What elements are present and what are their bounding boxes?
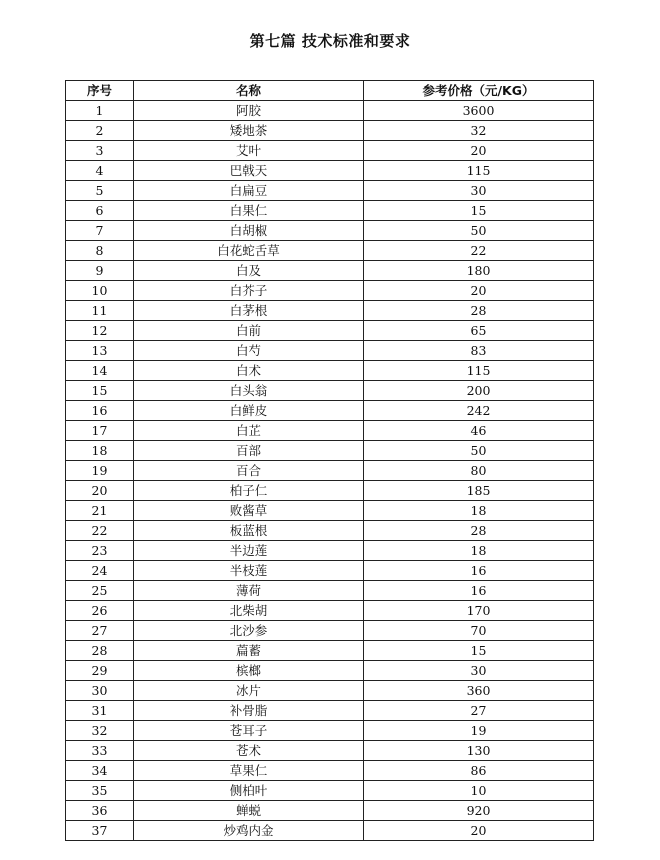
cell-price: 80 [364, 461, 594, 481]
cell-price: 22 [364, 241, 594, 261]
cell-price: 50 [364, 441, 594, 461]
cell-name: 艾叶 [134, 141, 364, 161]
cell-price: 16 [364, 581, 594, 601]
cell-no: 2 [66, 121, 134, 141]
cell-price: 46 [364, 421, 594, 441]
cell-price: 27 [364, 701, 594, 721]
cell-name: 白果仁 [134, 201, 364, 221]
cell-name: 侧柏叶 [134, 781, 364, 801]
cell-name: 白扁豆 [134, 181, 364, 201]
cell-price: 16 [364, 561, 594, 581]
cell-name: 败酱草 [134, 501, 364, 521]
table-row [66, 341, 594, 361]
cell-no: 13 [66, 341, 134, 361]
cell-name: 板蓝根 [134, 521, 364, 541]
cell-price: 200 [364, 381, 594, 401]
cell-price: 10 [364, 781, 594, 801]
cell-no: 36 [66, 801, 134, 821]
table-row [66, 461, 594, 481]
table-row [66, 681, 594, 701]
cell-name: 矮地茶 [134, 121, 364, 141]
cell-price: 83 [364, 341, 594, 361]
table-row [66, 581, 594, 601]
table-row [66, 401, 594, 421]
table-row [66, 301, 594, 321]
table-row [66, 741, 594, 761]
cell-no: 32 [66, 721, 134, 741]
cell-price: 185 [364, 481, 594, 501]
cell-price: 242 [364, 401, 594, 421]
cell-price: 70 [364, 621, 594, 641]
table-row [66, 441, 594, 461]
cell-no: 24 [66, 561, 134, 581]
cell-price: 920 [364, 801, 594, 821]
cell-price: 28 [364, 521, 594, 541]
cell-name: 炒鸡内金 [134, 821, 364, 841]
cell-no: 31 [66, 701, 134, 721]
cell-no: 1 [66, 101, 134, 121]
table-row [66, 481, 594, 501]
cell-no: 4 [66, 161, 134, 181]
table-row [66, 561, 594, 581]
cell-name: 草果仁 [134, 761, 364, 781]
table-row [66, 121, 594, 141]
header-no: 序号 [66, 81, 134, 101]
cell-price: 15 [364, 641, 594, 661]
table-row [66, 261, 594, 281]
cell-price: 30 [364, 181, 594, 201]
cell-name: 白及 [134, 261, 364, 281]
page-title: 第七篇 技术标准和要求 [249, 32, 411, 50]
table-row [66, 661, 594, 681]
table-row [66, 521, 594, 541]
cell-no: 27 [66, 621, 134, 641]
cell-no: 22 [66, 521, 134, 541]
cell-name: 萹蓄 [134, 641, 364, 661]
cell-price: 115 [364, 161, 594, 181]
table-row [66, 501, 594, 521]
cell-price: 20 [364, 281, 594, 301]
cell-no: 6 [66, 201, 134, 221]
cell-name: 百部 [134, 441, 364, 461]
cell-name: 百合 [134, 461, 364, 481]
cell-name: 白鲜皮 [134, 401, 364, 421]
cell-price: 86 [364, 761, 594, 781]
cell-no: 18 [66, 441, 134, 461]
cell-no: 12 [66, 321, 134, 341]
cell-no: 7 [66, 221, 134, 241]
table-row [66, 281, 594, 301]
table-row [66, 241, 594, 261]
cell-no: 29 [66, 661, 134, 681]
cell-name: 白茅根 [134, 301, 364, 321]
cell-name: 补骨脂 [134, 701, 364, 721]
cell-name: 柏子仁 [134, 481, 364, 501]
cell-price: 3600 [364, 101, 594, 121]
cell-no: 20 [66, 481, 134, 501]
cell-name: 北柴胡 [134, 601, 364, 621]
cell-price: 30 [364, 661, 594, 681]
cell-no: 5 [66, 181, 134, 201]
table-row [66, 321, 594, 341]
table-row [66, 701, 594, 721]
cell-name: 白胡椒 [134, 221, 364, 241]
cell-name: 苍耳子 [134, 721, 364, 741]
cell-name: 半边莲 [134, 541, 364, 561]
table-header [66, 81, 594, 101]
table-row [66, 381, 594, 401]
cell-price: 28 [364, 301, 594, 321]
cell-price: 15 [364, 201, 594, 221]
cell-no: 8 [66, 241, 134, 261]
cell-no: 23 [66, 541, 134, 561]
cell-name: 蝉蜕 [134, 801, 364, 821]
cell-name: 半枝莲 [134, 561, 364, 581]
cell-price: 65 [364, 321, 594, 341]
cell-name: 槟榔 [134, 661, 364, 681]
table-row [66, 761, 594, 781]
cell-price: 50 [364, 221, 594, 241]
cell-no: 26 [66, 601, 134, 621]
table-row [66, 421, 594, 441]
table-row [66, 101, 594, 121]
cell-no: 33 [66, 741, 134, 761]
cell-name: 白花蛇舌草 [134, 241, 364, 261]
table-row [66, 721, 594, 741]
cell-name: 薄荷 [134, 581, 364, 601]
cell-name: 苍术 [134, 741, 364, 761]
table-row [66, 821, 594, 841]
table-row [66, 781, 594, 801]
cell-name: 白前 [134, 321, 364, 341]
cell-no: 9 [66, 261, 134, 281]
cell-no: 15 [66, 381, 134, 401]
table-row [66, 621, 594, 641]
cell-no: 30 [66, 681, 134, 701]
cell-no: 37 [66, 821, 134, 841]
cell-no: 19 [66, 461, 134, 481]
cell-name: 巴戟天 [134, 161, 364, 181]
table-row [66, 641, 594, 661]
table-row [66, 141, 594, 161]
cell-no: 16 [66, 401, 134, 421]
table-row [66, 161, 594, 181]
cell-price: 19 [364, 721, 594, 741]
cell-price: 115 [364, 361, 594, 381]
cell-price: 32 [364, 121, 594, 141]
cell-price: 180 [364, 261, 594, 281]
cell-name: 白芷 [134, 421, 364, 441]
cell-price: 20 [364, 141, 594, 161]
cell-name: 白头翁 [134, 381, 364, 401]
table-row [66, 221, 594, 241]
cell-no: 10 [66, 281, 134, 301]
cell-no: 3 [66, 141, 134, 161]
cell-no: 21 [66, 501, 134, 521]
table-row [66, 361, 594, 381]
table-body [66, 101, 594, 841]
cell-price: 130 [364, 741, 594, 761]
header-name: 名称 [134, 81, 364, 101]
cell-price: 20 [364, 821, 594, 841]
cell-no: 28 [66, 641, 134, 661]
cell-price: 170 [364, 601, 594, 621]
cell-name: 阿胶 [134, 101, 364, 121]
cell-no: 11 [66, 301, 134, 321]
table-row [66, 201, 594, 221]
header-price: 参考价格（元/KG） [364, 81, 594, 101]
price-table [65, 80, 594, 841]
table-row [66, 601, 594, 621]
cell-name: 冰片 [134, 681, 364, 701]
cell-price: 18 [364, 501, 594, 521]
cell-no: 34 [66, 761, 134, 781]
cell-no: 17 [66, 421, 134, 441]
cell-no: 25 [66, 581, 134, 601]
cell-no: 35 [66, 781, 134, 801]
cell-name: 白芥子 [134, 281, 364, 301]
table-row [66, 541, 594, 561]
cell-price: 360 [364, 681, 594, 701]
table-row [66, 181, 594, 201]
cell-name: 白术 [134, 361, 364, 381]
cell-no: 14 [66, 361, 134, 381]
table-row [66, 801, 594, 821]
cell-name: 北沙参 [134, 621, 364, 641]
table-header-row [66, 81, 594, 101]
cell-name: 白芍 [134, 341, 364, 361]
cell-price: 18 [364, 541, 594, 561]
